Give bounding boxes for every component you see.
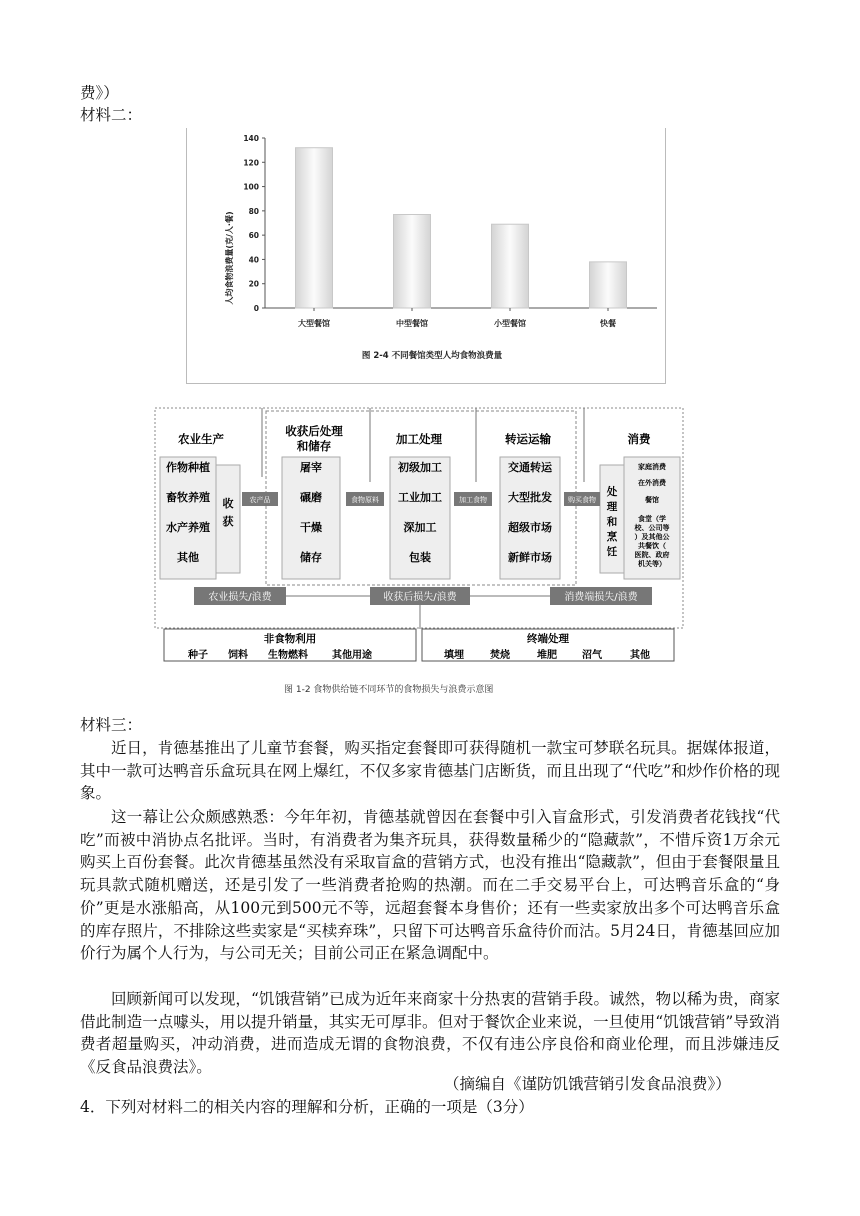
nonfood-title: 非食物利用 xyxy=(263,633,317,645)
y-tick-label: 100 xyxy=(243,182,259,192)
consume-item-detail: 校、公司等 xyxy=(634,524,670,532)
post-item: 干燥 xyxy=(300,521,322,534)
stage-post-1: 收获后处理 xyxy=(285,424,343,438)
agri-item: 其他 xyxy=(177,551,199,564)
stage-consume: 消费 xyxy=(627,432,651,446)
terminal-title: 终端处理 xyxy=(527,633,569,645)
y-tick-label: 60 xyxy=(248,231,259,241)
bar xyxy=(590,262,627,308)
y-tick-label: 0 xyxy=(253,304,259,313)
diagram-caption: 图 1-2 食物供给链不同环节的食物损失与浪费示意图 xyxy=(284,685,494,695)
terminal-item: 堆肥 xyxy=(537,650,557,661)
arrow-label-4: 购买食物 xyxy=(568,496,596,504)
agri-item: 畜牧养殖 xyxy=(166,491,210,504)
x-tick-label: 中型餐馆 xyxy=(396,319,428,328)
loss-post: 收获后损失/浪费 xyxy=(383,592,457,603)
y-tick-label: 20 xyxy=(248,279,259,289)
top-fragment: 费》） xyxy=(80,84,119,102)
arrow-label-1: 农产品 xyxy=(249,496,271,504)
consume-item-detail: 医院、政府 xyxy=(634,551,670,559)
x-tick-label: 大型餐馆 xyxy=(298,319,330,328)
consume-item-detail: ）及其他公 xyxy=(634,533,670,541)
stage-agri: 农业生产 xyxy=(178,432,224,446)
consume-item: 餐馆 xyxy=(645,496,659,504)
chart-caption: 图 2-4 不同餐馆类型人均食物浪费量 xyxy=(361,351,503,361)
stage-trans: 转运运输 xyxy=(505,432,551,446)
proc-item: 深加工 xyxy=(403,521,437,534)
paragraph-1: 近日，肯德基推出了儿童节套餐，购买指定套餐即可获得随机一款宝可梦联名玩具。据媒体报道，其中一款可达鸭音乐盒玩具在网上爆红，不仅多家肯德基门店断货，而且出现了“代吃”和炒作价格的现象。 xyxy=(80,739,780,803)
post-item: 屠宰 xyxy=(300,461,322,474)
arrow-label-2: 食物原料 xyxy=(351,496,379,504)
terminal-item: 填埋 xyxy=(444,650,464,661)
nonfood-item: 其他用途 xyxy=(332,650,372,661)
y-tick-label: 80 xyxy=(248,206,259,216)
nonfood-item: 饲料 xyxy=(228,650,248,661)
arrow-label-3: 加工食物 xyxy=(459,496,487,504)
agri-item: 水产养殖 xyxy=(166,521,210,534)
stage-proc: 加工处理 xyxy=(396,432,442,446)
consume-item-detail: 机关等） xyxy=(638,560,666,568)
stage-post-2: 和储存 xyxy=(296,439,332,453)
terminal-item: 其他 xyxy=(630,650,650,661)
trans-item: 新鲜市场 xyxy=(508,551,552,564)
question-4: 4．下列对材料二的相关内容的理解和分析，正确的一项是（3分） xyxy=(80,1098,534,1116)
paragraph-2: 这一幕让公众颇感熟悉：今年年初，肯德基就曾因在套餐中引入盲盒形式，引发消费者花钱找“代吃”而被中消协点名批评。当时，有消费者为集齐玩具，获得数量稀少的“隐藏款”，不惜斥资1万余元购买上百份套餐。此次肯德基虽然没有采取盲盒的营销方式，也没有推出“隐藏款”，但由于套餐限量且玩具款式随机赠送，还是引发了一些消费者抢购的热潮。而在二手交易平台上，可达鸭音乐盒的“身价”更是水涨船高，从100元到500元不等，远超套餐本身售价；还有一些卖家放出多个可达鸭音乐盒的库存照片，不排除这些卖家是“买椟弃珠”，只留下可达鸭音乐盒待价而沽。5月24日，肯德基回应加价行为属个人行为，与公司无关；目前公司正在紧急调配中。 xyxy=(80,808,780,963)
source-citation: （摘编自《谨防饥饿营销引发食品浪费》） xyxy=(444,1075,731,1093)
bar xyxy=(492,224,529,308)
consume-item: 家庭消费 xyxy=(638,463,666,471)
cook-4: 烹 xyxy=(606,531,618,543)
trans-item: 交通转运 xyxy=(508,461,552,474)
material3-label: 材料三： xyxy=(80,716,143,734)
terminal-item: 沼气 xyxy=(582,650,602,661)
bar xyxy=(394,215,431,309)
proc-item: 初级加工 xyxy=(398,461,442,474)
agri-item: 作物种植 xyxy=(166,461,210,474)
paragraph-3: 回顾新闻可以发现，“饥饿营销”已成为近年来商家十分热衷的营销手段。诚然，物以稀为贵，商家借此制造一点噱头，用以提升销量，其实无可厚非。但对于餐饮企业来说，一旦使用“饥饿营销”导致消费者超量购买，冲动消费，进而造成无谓的食物浪费，不仅有违公序良俗和商业伦理，而且涉嫌违反《反食品浪费法》。 xyxy=(80,990,780,1077)
loss-consume: 消费端损失/浪费 xyxy=(564,592,638,603)
cook-2: 理 xyxy=(606,501,618,513)
proc-item: 工业加工 xyxy=(398,491,442,504)
consume-item-detail: 食堂（学 xyxy=(638,515,666,523)
post-item: 碾磨 xyxy=(300,491,322,504)
cook-5: 饪 xyxy=(606,546,618,558)
y-tick-label: 40 xyxy=(248,255,259,265)
material2-label: 材料二： xyxy=(80,106,143,124)
bar xyxy=(296,148,333,308)
nonfood-item: 种子 xyxy=(188,650,208,661)
loss-agri: 农业损失/浪费 xyxy=(208,592,272,603)
trans-item: 超级市场 xyxy=(508,521,552,534)
consume-item: 在外消费 xyxy=(638,479,666,487)
bar-chart-frame xyxy=(186,128,666,384)
x-tick-label: 快餐 xyxy=(600,319,616,328)
y-tick-label: 120 xyxy=(243,158,259,168)
consume-item-detail: 共餐饮（ xyxy=(638,542,666,550)
bar-chart xyxy=(187,128,665,383)
food-supply-chain-diagram xyxy=(154,407,684,672)
harvest-1: 收 xyxy=(222,497,234,510)
terminal-item: 焚烧 xyxy=(490,650,510,661)
y-axis-label: 人均食物浪费量(克/人·餐) xyxy=(225,211,234,305)
y-tick-label: 140 xyxy=(243,134,259,143)
post-item: 储存 xyxy=(300,551,322,564)
cook-1: 处 xyxy=(606,486,618,498)
nonfood-item: 生物燃料 xyxy=(268,650,308,661)
cook-3: 和 xyxy=(606,516,618,528)
harvest-2: 获 xyxy=(222,515,234,528)
x-tick-label: 小型餐馆 xyxy=(494,319,526,328)
proc-item: 包装 xyxy=(409,551,431,564)
trans-item: 大型批发 xyxy=(508,491,552,504)
